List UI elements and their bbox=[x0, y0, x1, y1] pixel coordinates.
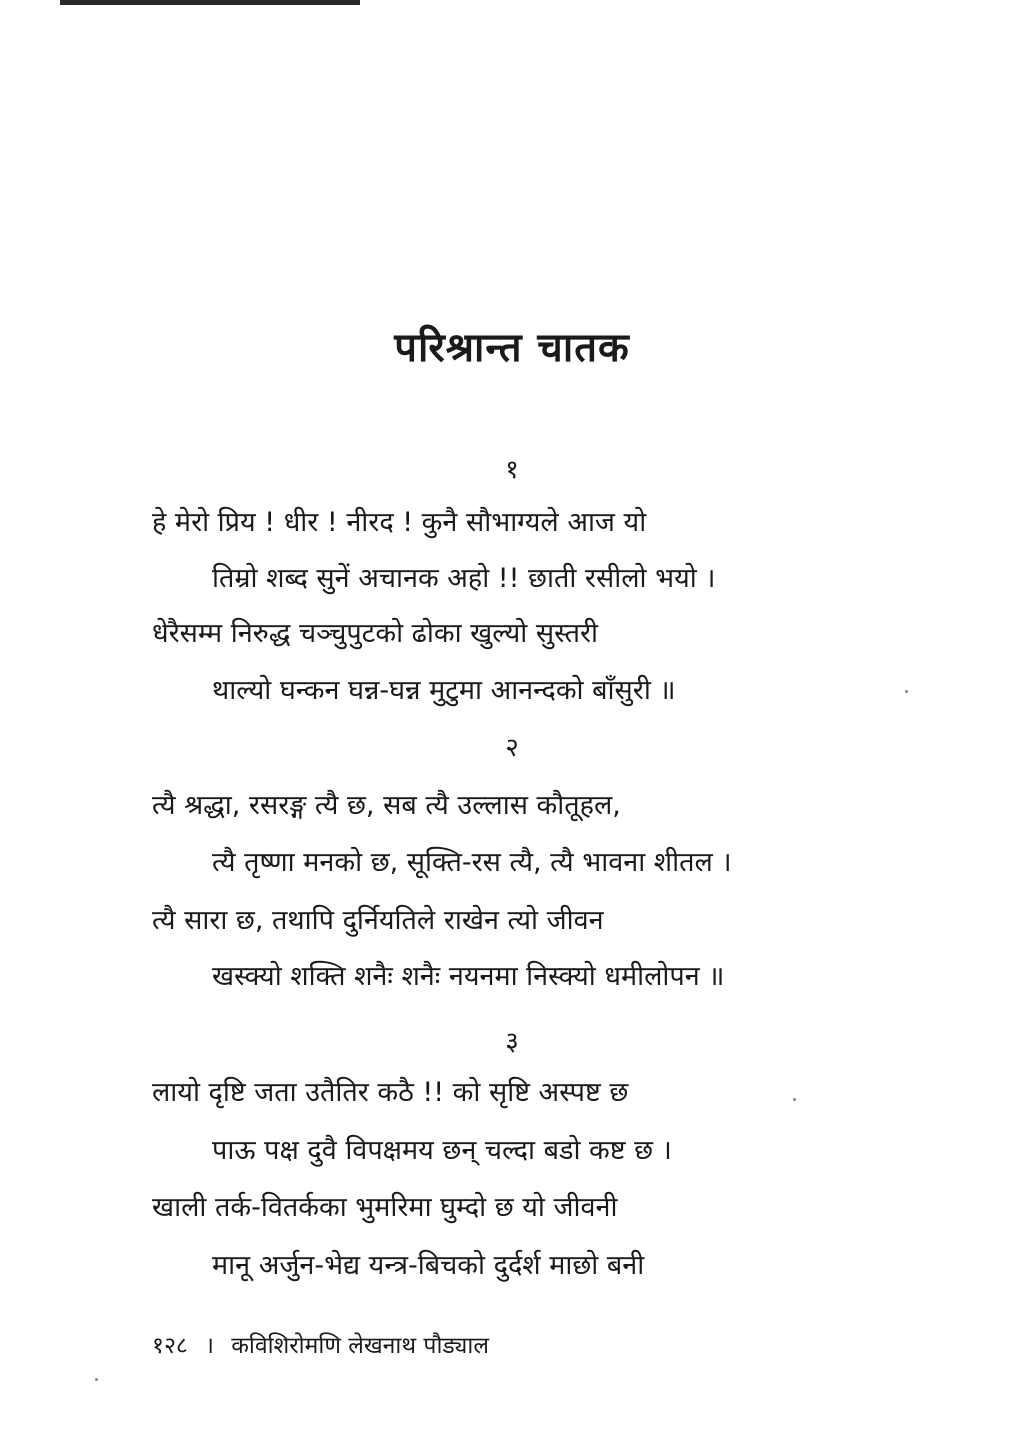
verse-line: खाली तर्क-वितर्कका भुमरिमा घुम्दो छ यो जीवनी bbox=[152, 1192, 618, 1223]
stanza-number: २ bbox=[505, 733, 519, 763]
stanza-number: ३ bbox=[505, 1027, 519, 1057]
verse-line: धेरैसम्म निरुद्ध चञ्चुपुटको ढोका खुल्यो सुस्तरी bbox=[152, 618, 599, 649]
verse-line: त्यै तृष्णा मनको छ, सूक्ति-रस त्यै, त्यै भावना शीतल । bbox=[212, 847, 732, 878]
scan-speck bbox=[95, 1378, 98, 1381]
verse-line: थाल्यो घन्कन घन्न-घन्न मुटुमा आनन्दको बाँसुरी ॥ bbox=[212, 675, 676, 706]
verse-line: हे मेरो प्रिय ! धीर ! नीरद ! कुनै सौभाग्यले आज यो bbox=[152, 507, 647, 538]
page-number: १२८ bbox=[152, 1333, 188, 1359]
footer-separator: । bbox=[205, 1333, 214, 1359]
scan-speck bbox=[793, 1098, 796, 1101]
verse-line: लायो दृष्टि जता उतैतिर कठै !! को सृष्टि अस्पष्ट छ bbox=[152, 1077, 629, 1108]
verse-line: त्यै सारा छ, तथापि दुर्नियतिले राखेन त्यो जीवन bbox=[152, 905, 604, 936]
page-top-edge-shadow bbox=[60, 0, 360, 5]
verse-line: मानू अर्जुन-भेद्य यन्त्र-बिचको दुर्दर्श माछो बनी bbox=[212, 1250, 645, 1281]
verse-line: खस्क्यो शक्ति शनैः शनैः नयनमा निस्क्यो धमीलोपन ॥ bbox=[212, 961, 725, 992]
verse-line: तिम्रो शब्द सुनें अचानक अहो !! छाती रसीलो भयो । bbox=[212, 563, 716, 594]
verse-line: त्यै श्रद्धा, रसरङ्ग त्यै छ, सब त्यै उल्लास कौतूहल, bbox=[152, 790, 621, 821]
running-head: कविशिरोमणि लेखनाथ पौड्याल bbox=[231, 1333, 489, 1359]
scan-speck bbox=[905, 690, 908, 693]
verse-line: पाऊ पक्ष दुवै विपक्षमय छन् चल्दा बडो कष्ट छ । bbox=[212, 1135, 672, 1166]
poem-title: परिश्रान्त चातक bbox=[394, 325, 630, 371]
stanza-number: १ bbox=[505, 455, 519, 485]
page-footer bbox=[152, 1328, 489, 1360]
